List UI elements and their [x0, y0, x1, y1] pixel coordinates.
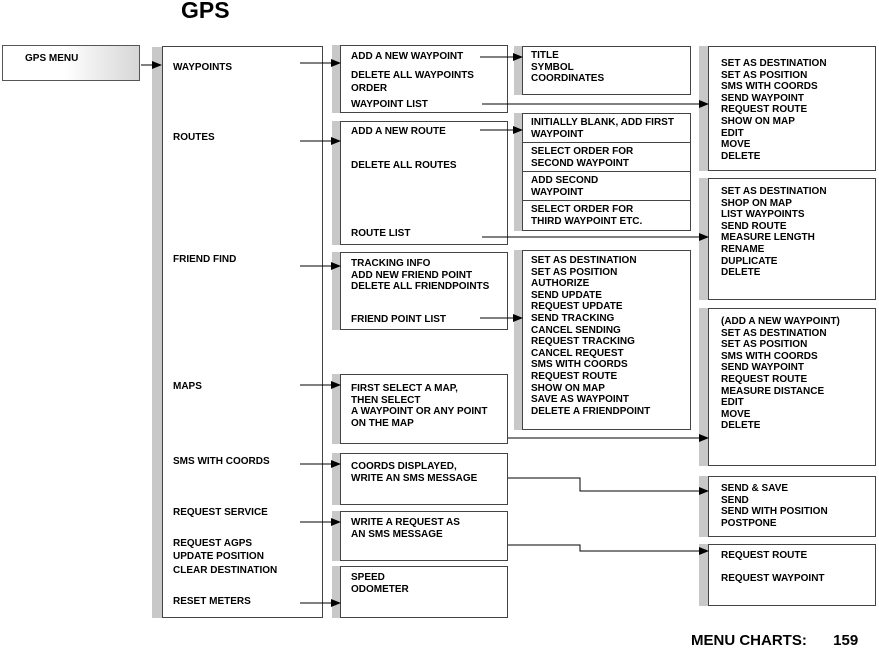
gps-menu-label: GPS MENU: [25, 53, 79, 64]
sms-instructions: COORDS DISPLAYED, WRITE AN SMS MESSAGE: [351, 461, 478, 484]
page-title: GPS: [181, 0, 230, 23]
route-step-2: SELECT ORDER FOR SECOND WAYPOINT: [531, 146, 634, 169]
menu-item-maps[interactable]: MAPS: [173, 381, 202, 392]
sms-options[interactable]: SEND & SAVE SEND SEND WITH POSITION POSTPONE: [721, 483, 828, 529]
friend-find-items[interactable]: TRACKING INFO ADD NEW FRIEND POINT DELETE ALL FRIENDPOINTS: [351, 258, 490, 293]
page-number: 159: [833, 632, 859, 649]
friend-point-list-item[interactable]: FRIEND POINT LIST: [351, 314, 446, 325]
menu-item-routes[interactable]: ROUTES: [173, 132, 215, 143]
request-waypoint-option[interactable]: REQUEST WAYPOINT: [721, 573, 825, 584]
menu-item-reset-meters[interactable]: RESET METERS: [173, 596, 251, 607]
menu-item-friend-find[interactable]: FRIEND FIND: [173, 254, 237, 265]
add-new-route-item[interactable]: ADD A NEW ROUTE: [351, 126, 446, 137]
menu-item-sms-with-coords[interactable]: SMS WITH COORDS: [173, 456, 270, 467]
meters-items: SPEED ODOMETER: [351, 572, 409, 595]
order-item[interactable]: ORDER: [351, 83, 388, 94]
menu-item-update-position[interactable]: UPDATE POSITION: [173, 551, 264, 562]
footer-label: MENU CHARTS:: [691, 632, 807, 649]
route-step-1: INITIALLY BLANK, ADD FIRST WAYPOINT: [531, 117, 674, 140]
route-step-3: ADD SECOND WAYPOINT: [531, 175, 599, 198]
waypoint-list-options[interactable]: SET AS DESTINATION SET AS POSITION SMS WITH COORDS SEND WAYPOINT REQUEST ROUTE SHOW ON MAP EDIT MOVE DELETE: [721, 58, 827, 162]
waypoint-list-item[interactable]: WAYPOINT LIST: [351, 99, 428, 110]
delete-all-routes-item[interactable]: DELETE ALL ROUTES: [351, 160, 457, 171]
route-list-item[interactable]: ROUTE LIST: [351, 228, 411, 239]
page-footer: [691, 632, 858, 649]
arrow-sms-options: [508, 478, 708, 491]
menu-item-request-service[interactable]: REQUEST SERVICE: [173, 507, 268, 518]
menu-item-request-agps[interactable]: REQUEST AGPS: [173, 538, 253, 549]
request-route-option[interactable]: REQUEST ROUTE: [721, 550, 808, 561]
maps-instructions: FIRST SELECT A MAP, THEN SELECT A WAYPOINT OR ANY POINT ON THE MAP: [351, 383, 488, 429]
map-point-options[interactable]: (ADD A NEW WAYPOINT) SET AS DESTINATION SET AS POSITION SMS WITH COORDS SEND WAYPOINT REQUEST ROUTE MEASURE DISTANCE EDIT MOVE DELETE: [721, 316, 840, 432]
add-new-waypoint-item[interactable]: ADD A NEW WAYPOINT: [351, 51, 464, 62]
menu-item-waypoints[interactable]: WAYPOINTS: [173, 62, 233, 73]
route-list-options[interactable]: SET AS DESTINATION SHOP ON MAP LIST WAYPOINTS SEND ROUTE MEASURE LENGTH RENAME DUPLICATE DELETE: [721, 186, 827, 279]
friend-point-options[interactable]: SET AS DESTINATION SET AS POSITION AUTHORIZE SEND UPDATE REQUEST UPDATE SEND TRACKING CANCEL SENDING REQUEST TRACKING CANCEL REQUEST SMS WITH COORDS REQUEST ROUTE SHOW ON MAP SAVE AS WAYPOINT DELETE A FRIENDPOINT: [531, 255, 651, 417]
menu-item-clear-destination[interactable]: CLEAR DESTINATION: [173, 565, 278, 576]
delete-all-waypoints-item[interactable]: DELETE ALL WAYPOINTS: [351, 70, 474, 81]
waypoint-attributes: TITLE SYMBOL COORDINATES: [531, 50, 605, 85]
route-step-4: SELECT ORDER FOR THIRD WAYPOINT ETC.: [531, 204, 643, 227]
arrow-request-options: [508, 545, 708, 551]
request-service-instructions: WRITE A REQUEST AS AN SMS MESSAGE: [351, 517, 460, 540]
